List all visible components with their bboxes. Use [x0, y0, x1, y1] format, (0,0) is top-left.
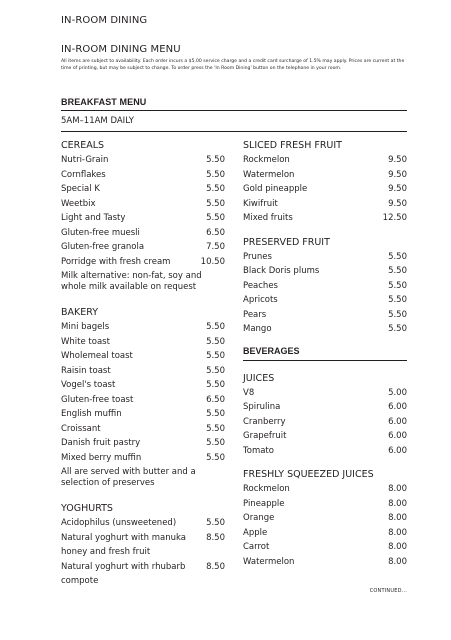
- continued-label: CONTINUED...: [369, 588, 407, 594]
- item-name: Acidophilus (unsweetened): [61, 518, 177, 528]
- menu-section: [243, 346, 407, 459]
- section-title: BAKERY: [61, 307, 99, 318]
- item-price: 5.50: [388, 295, 407, 305]
- item-price: 8.50: [206, 532, 225, 543]
- breakfast-menu-heading: BREAKFAST MENU: [61, 97, 407, 111]
- menu-item: [243, 386, 407, 401]
- menu-item: [61, 320, 225, 335]
- item-name: Cornflakes: [61, 169, 106, 180]
- item-name: Weetbix: [61, 198, 96, 209]
- item-name: Pears: [243, 309, 267, 320]
- right-column: [243, 138, 407, 578]
- item-name: Natural yoghurt with manuka honey and fresh fruit: [61, 532, 186, 557]
- item-price: 8.00: [388, 556, 407, 567]
- item-price: 7.50: [206, 242, 225, 252]
- item-name: Nutri-Grain: [61, 155, 109, 165]
- item-name: V8: [243, 387, 255, 398]
- menu-item: [61, 364, 225, 379]
- item-name: Spirulina: [243, 402, 281, 412]
- item-price: 6.50: [206, 227, 225, 238]
- item-name: Rockmelon: [243, 155, 290, 165]
- item-price: 6.00: [388, 445, 407, 456]
- item-price: 8.00: [388, 484, 407, 494]
- item-name: Apricots: [243, 295, 278, 305]
- menu-item: [243, 429, 407, 444]
- item-name: Raisin toast: [61, 365, 111, 376]
- item-price: 5.50: [206, 438, 225, 448]
- left-column: [61, 138, 225, 598]
- item-price: 8.00: [388, 527, 407, 538]
- menu-item: [61, 531, 225, 560]
- menu-item: [243, 264, 407, 279]
- item-name: Vogel's toast: [61, 380, 116, 390]
- menu-section: [243, 467, 407, 569]
- item-price: 5.50: [206, 198, 225, 209]
- menu-item: [243, 400, 407, 415]
- disclaimer-text: All items are subject to availability. Each order incurs a $5.00 service charge and a credit card surcharge of 1.5% may apply. Prices are current at the time of printing, but may be subject to change. To order press the 'In Room Dining' button on the telephone in your room.: [61, 59, 405, 71]
- menu-item: [61, 182, 225, 197]
- item-name: Peaches: [243, 280, 278, 291]
- menu-item: [243, 279, 407, 294]
- item-price: 5.50: [206, 365, 225, 376]
- menu-section: [243, 235, 407, 337]
- item-name: Special K: [61, 184, 100, 194]
- item-price: 5.50: [206, 351, 225, 361]
- item-price: 8.00: [388, 542, 407, 552]
- item-price: 5.50: [388, 251, 407, 262]
- item-name: Tomato: [243, 445, 274, 456]
- item-price: 8.00: [388, 513, 407, 523]
- item-price: 5.50: [206, 380, 225, 390]
- menu-item: [61, 226, 225, 241]
- item-name: English muffin: [61, 409, 122, 419]
- item-name: Light and Tasty: [61, 213, 126, 223]
- item-price: 5.50: [388, 324, 407, 334]
- menu-item: [61, 516, 225, 531]
- menu-item: [243, 511, 407, 526]
- menu-item: [243, 153, 407, 168]
- item-price: 9.50: [388, 169, 407, 180]
- menu-item: [243, 308, 407, 323]
- menu-item: [243, 211, 407, 226]
- item-name: Prunes: [243, 251, 272, 262]
- menu-section: [61, 138, 225, 296]
- menu-item: [61, 451, 225, 466]
- page-header: IN-ROOM DINING: [61, 15, 148, 26]
- item-name: Rockmelon: [243, 484, 290, 494]
- item-price: 9.50: [388, 184, 407, 194]
- item-price: 6.50: [206, 394, 225, 405]
- item-name: Apple: [243, 527, 268, 538]
- item-price: 5.50: [388, 266, 407, 276]
- menu-item: [243, 250, 407, 265]
- section-title: SLICED FRESH FRUIT: [243, 140, 342, 151]
- item-name: Wholemeal toast: [61, 351, 133, 361]
- item-name: Cranberry: [243, 416, 286, 427]
- menu-item: [61, 560, 225, 589]
- item-name: Mini bagels: [61, 322, 110, 332]
- menu-item: [61, 168, 225, 183]
- item-price: 6.00: [388, 402, 407, 412]
- item-name: Gluten-free muesli: [61, 227, 140, 238]
- item-price: 5.50: [206, 518, 225, 528]
- menu-section: [61, 501, 225, 589]
- menu-item: [61, 197, 225, 212]
- item-price: 6.00: [388, 416, 407, 427]
- item-name: Orange: [243, 513, 275, 523]
- item-price: 5.50: [206, 423, 225, 434]
- item-price: 8.50: [206, 561, 225, 572]
- menu-item: [61, 240, 225, 255]
- menu-title: IN-ROOM DINING MENU: [61, 44, 181, 55]
- item-name: Danish fruit pastry: [61, 438, 141, 448]
- menu-item: [243, 197, 407, 212]
- menu-item: [243, 497, 407, 512]
- item-price: 5.50: [206, 169, 225, 180]
- item-name: Porridge with fresh cream: [61, 256, 171, 267]
- item-name: Carrot: [243, 542, 270, 552]
- menu-item: [243, 482, 407, 497]
- item-name: Gluten-free toast: [61, 394, 134, 405]
- item-price: 5.50: [388, 280, 407, 291]
- item-name: Watermelon: [243, 556, 295, 567]
- item-price: 10.50: [200, 256, 225, 267]
- section-note: All are served with butter and a selection of preserves: [61, 467, 196, 488]
- menu-section: [243, 138, 407, 226]
- item-name: Mixed berry muffin: [61, 452, 142, 463]
- item-name: Black Doris plums: [243, 266, 320, 276]
- menu-item: [243, 444, 407, 459]
- menu-item: [243, 540, 407, 555]
- section-title: CEREALS: [61, 140, 105, 151]
- menu-item: [243, 555, 407, 570]
- menu-item: [243, 526, 407, 541]
- divider: [61, 131, 407, 132]
- menu-item: [61, 335, 225, 350]
- item-name: Mango: [243, 324, 272, 334]
- item-name: Watermelon: [243, 169, 295, 180]
- menu-item: [61, 211, 225, 226]
- item-name: White toast: [61, 336, 110, 347]
- menu-item: [243, 182, 407, 197]
- section-title: PRESERVED FRUIT: [243, 236, 330, 248]
- item-name: Mixed fruits: [243, 213, 293, 223]
- item-price: 5.50: [206, 409, 225, 419]
- item-price: 6.00: [388, 431, 407, 441]
- section-title: FRESHLY SQUEEZED JUICES: [243, 469, 374, 480]
- item-price: 12.50: [382, 213, 407, 223]
- menu-item: [61, 393, 225, 408]
- item-name: Gluten-free granola: [61, 242, 145, 252]
- menu-item: [61, 153, 225, 168]
- section-title: YOGHURTS: [61, 503, 113, 514]
- item-name: Natural yoghurt with rhubarb compote: [61, 561, 186, 586]
- menu-item: [61, 255, 225, 270]
- menu-item: [243, 322, 407, 337]
- menu-item: [61, 422, 225, 437]
- item-price: 5.50: [206, 336, 225, 347]
- menu-item: [61, 349, 225, 364]
- breakfast-hours: 5AM–11AM DAILY: [61, 116, 134, 126]
- section-note: Milk alternative: non-fat, soy and whole milk available on request: [61, 271, 202, 292]
- item-price: 5.50: [388, 309, 407, 320]
- item-price: 9.50: [388, 198, 407, 209]
- menu-section: [61, 305, 225, 492]
- item-price: 5.50: [206, 155, 225, 165]
- menu-item: [243, 293, 407, 308]
- item-name: Pineapple: [243, 498, 285, 509]
- item-price: 5.00: [388, 387, 407, 398]
- menu-item: [243, 168, 407, 183]
- menu-item: [61, 407, 225, 422]
- menu-item: [243, 415, 407, 430]
- item-name: Kiwifruit: [243, 198, 278, 209]
- menu-item: [61, 436, 225, 451]
- item-price: 5.50: [206, 213, 225, 223]
- item-price: 5.50: [206, 322, 225, 332]
- item-name: Gold pineapple: [243, 184, 308, 194]
- menu-item: [61, 378, 225, 393]
- section-title: JUICES: [243, 372, 275, 384]
- category-heading: BEVERAGES: [243, 346, 407, 361]
- item-price: 5.50: [206, 452, 225, 463]
- item-price: 8.00: [388, 498, 407, 509]
- item-name: Grapefruit: [243, 431, 287, 441]
- item-name: Croissant: [61, 423, 101, 434]
- item-price: 5.50: [206, 184, 225, 194]
- item-price: 9.50: [388, 155, 407, 165]
